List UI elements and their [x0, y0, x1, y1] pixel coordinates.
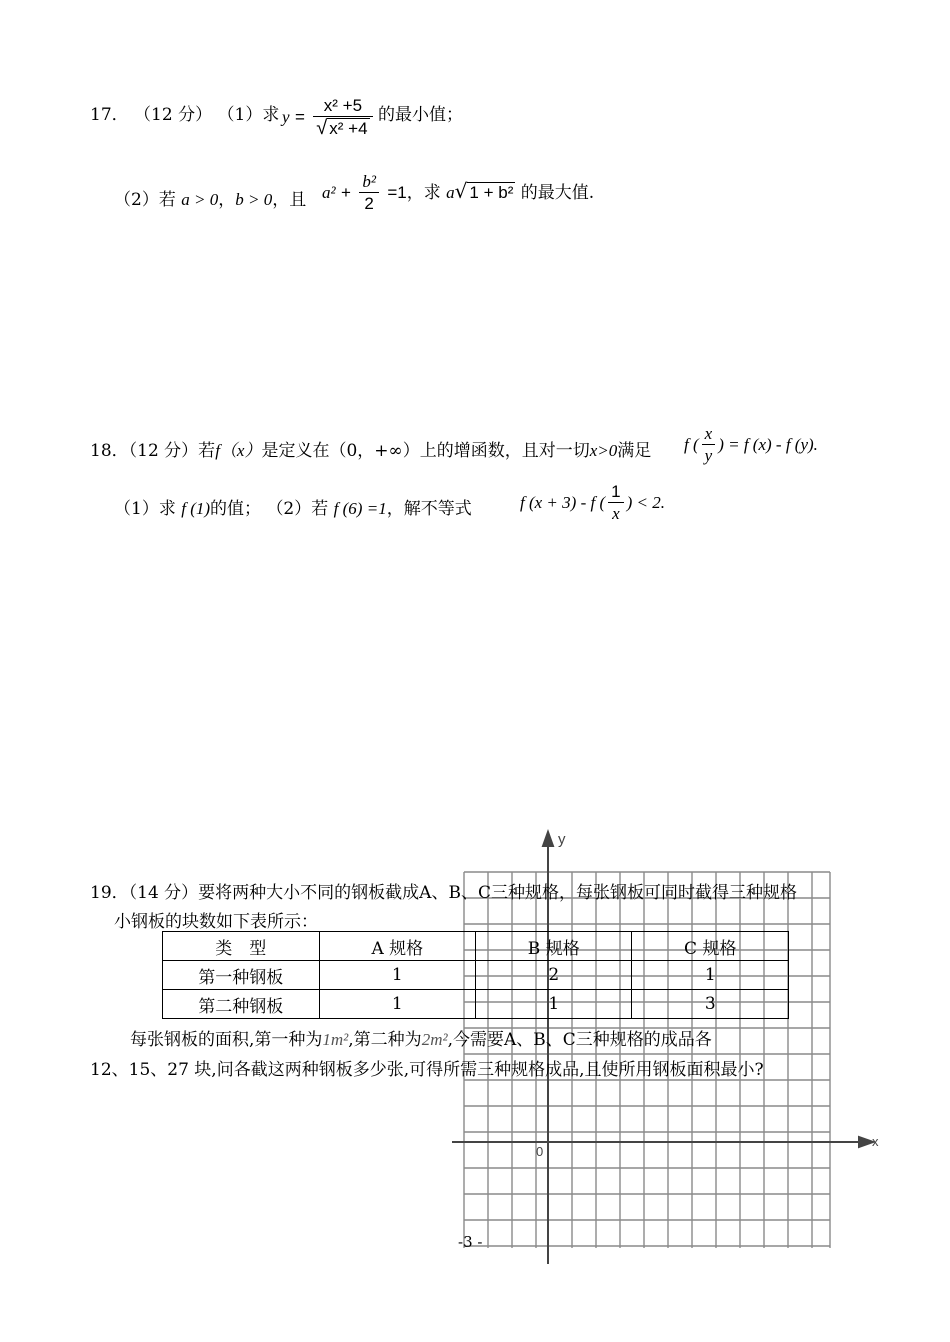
- q17-cond-a: a > 0: [181, 190, 219, 209]
- q17-eq-rhs: =1: [387, 183, 407, 202]
- q17-line1: [90, 100, 279, 125]
- q17-line2: （2）若 a > 0，b > 0，且: [114, 190, 307, 210]
- q18-functional-eq: [684, 424, 818, 467]
- q17-and: ，且: [272, 190, 307, 210]
- q19-line1: [90, 878, 797, 903]
- q18-cond: x>0: [589, 441, 618, 460]
- q17-fraction2: [359, 172, 379, 215]
- table-cell: 第一种钢板: [163, 961, 320, 990]
- table-row: [163, 990, 789, 1019]
- q17-eq-a: a²: [322, 183, 336, 202]
- table-cell: 1: [319, 990, 475, 1019]
- q19-line3c: ,今需要A、B、C三种规格的成品各: [447, 1030, 712, 1050]
- q18-func-rhs: ) = f (x) - f (y).: [718, 435, 818, 454]
- table-cell: 3: [632, 990, 789, 1019]
- q19-area1: 1m²: [322, 1030, 349, 1049]
- table-header-cell: C 规格: [632, 932, 789, 961]
- table-row: [163, 961, 789, 990]
- q18-number: 18．: [90, 441, 129, 461]
- q18-part1-suffix: 的值；: [210, 499, 262, 519]
- q18-frac-num: x: [702, 424, 716, 445]
- table-cell: 2: [476, 961, 632, 990]
- q18-part1: （1）求: [114, 499, 176, 519]
- table-header-cell: 类 型: [163, 932, 320, 961]
- q17-frac2-num: b²: [359, 172, 379, 193]
- table-cell: 1: [632, 961, 789, 990]
- q17-part1-prefix: （1）求: [217, 105, 280, 125]
- q18-stem1: （12 分）若: [128, 441, 216, 461]
- q19-line4: 12、15、27 块,问各截这两种钢板多少张,可得所需三种规格成品,且使所用钢板面积最小?: [90, 1060, 764, 1080]
- q17-formula2: a² + $\frac{\text{b²}}{2}$ =1，求 a√ 1 + b² 的最大值.: [322, 172, 595, 213]
- q17-fraction: $\frac{\text{x² +5}}{\text{√ x² +4}}$: [313, 96, 372, 140]
- table-cell: 1: [319, 961, 475, 990]
- q19-area2: 2m²: [421, 1030, 448, 1049]
- origin-label: 0: [536, 1144, 544, 1159]
- q17-ask: ，求: [406, 183, 441, 203]
- q18-inequality: [520, 482, 665, 525]
- q17-expr-rad: 1 + b²: [469, 183, 514, 202]
- q17-denominator: x² +4: [329, 119, 368, 138]
- q18-part2: （2）若: [266, 499, 329, 519]
- q18-ineq-lhs: f (x + 3) - f (: [520, 493, 606, 512]
- page-number: -3 -: [458, 1233, 483, 1251]
- table-cell: 第二种钢板: [163, 990, 320, 1019]
- q18-frac-den: y: [704, 446, 713, 465]
- q18-ineq-frac: [608, 482, 623, 525]
- q19-number: 19．: [90, 883, 129, 903]
- q18-part1-expr: f (1): [181, 499, 211, 518]
- q19-line3b: ,第二种为: [348, 1030, 422, 1050]
- q18-ineq-num: 1: [608, 482, 623, 503]
- y-axis-label: y: [558, 831, 566, 848]
- table-header-row: [163, 932, 789, 961]
- q17-expr-a: a: [446, 183, 455, 202]
- table-cell: 1: [476, 990, 632, 1019]
- q17-formula1: y = $\frac{\text{x² +5}}{\text{√ x² +4}}$: [282, 96, 376, 140]
- x-axis-arrow: [859, 1137, 873, 1147]
- q17-numerator: x² +5: [313, 96, 372, 117]
- q17-lhs: y: [282, 107, 290, 127]
- q18-line2: [114, 494, 472, 519]
- q18-fx: f（x）: [215, 441, 262, 460]
- q18-func-lhs: f (: [684, 435, 699, 454]
- q17-cond-b: b > 0: [235, 190, 273, 209]
- q19-stem-line2: 小钢板的块数如下表所示：: [114, 912, 318, 932]
- q17-part2-prefix: （2）若: [114, 190, 176, 210]
- x-axis-label: x: [872, 1134, 879, 1149]
- table-header-cell: B 规格: [476, 932, 632, 961]
- q19-stem-line1: （14 分）要将两种大小不同的钢板截成A、B、C三种规格，每张钢板可同时截得三种规格: [128, 883, 797, 903]
- q17-part2-suffix: 的最大值.: [520, 183, 595, 203]
- q18-line1: [90, 436, 651, 461]
- q17-points: （12 分）: [134, 105, 213, 125]
- q18-part2-expr: f (6) =1: [333, 499, 387, 518]
- q18-stem3: 满足: [617, 441, 652, 461]
- q19-line3: [130, 1025, 712, 1050]
- q18-stem2: 是定义在（0，+∞）上的增函数，且对一切: [261, 441, 590, 461]
- q17-frac2-den: 2: [364, 194, 374, 213]
- q18-frac: [702, 424, 716, 467]
- y-axis-arrow: [543, 832, 553, 846]
- table-header-cell: A 规格: [319, 932, 475, 961]
- q18-ineq-rhs: ) < 2.: [626, 493, 665, 512]
- q18-ineq-den: x: [612, 504, 620, 523]
- spec-table: [162, 931, 789, 1019]
- q17-part1-suffix: 的最小值；: [378, 105, 463, 125]
- q18-part2-mid: ，解不等式: [386, 499, 472, 519]
- q19-line3a: 每张钢板的面积,第一种为: [130, 1030, 323, 1050]
- q17-number: 17．: [90, 105, 129, 125]
